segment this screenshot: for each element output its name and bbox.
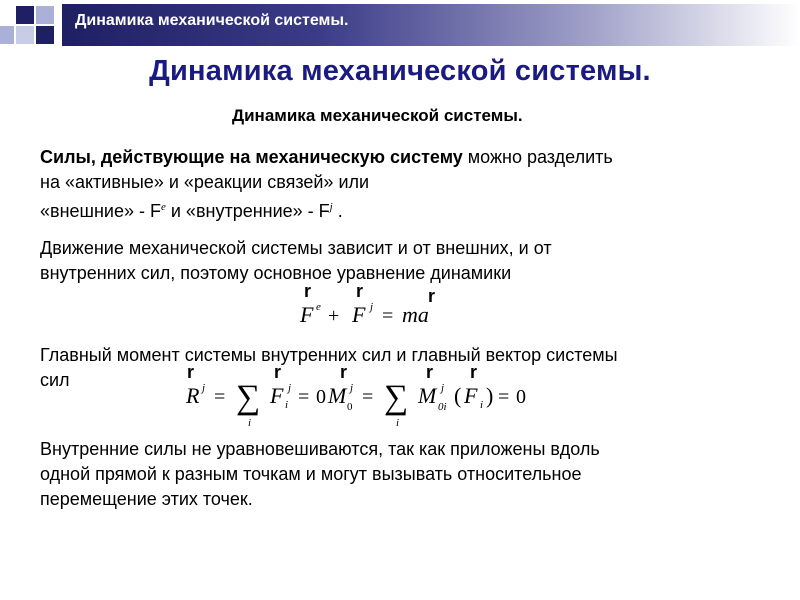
eq2-m2: M: [418, 383, 437, 408]
eq2-f: F: [270, 383, 284, 408]
vec-arrow-f1: r: [304, 282, 312, 301]
para1-ext: «внешние» - F: [40, 201, 161, 221]
para1-bold: Силы, действующие на механическую систему: [40, 147, 463, 167]
eq1-plus: +: [328, 305, 340, 327]
vec-arrow-fi: r: [274, 366, 282, 382]
eq2-eq3: =: [362, 386, 374, 408]
eq2-eq4: =: [498, 386, 510, 408]
para4-line2: одной прямой к разным точкам и могут вызывать относительное: [40, 464, 582, 484]
eq2-r-sup: j: [202, 382, 206, 394]
para1-line2: на «активные» и «реакции связей» или: [40, 172, 370, 192]
eq2-sum2: ∑: [384, 379, 409, 416]
eq2-sum1-i: i: [248, 417, 252, 429]
paragraph-internal: [40, 437, 770, 512]
eq2-m-sub: 0: [347, 401, 353, 413]
decor-square-1: [16, 6, 34, 24]
para2-line2: внутренних сил, поэтому основное уравнение динамики: [40, 263, 512, 283]
para4-line3: перемещение этих точек.: [40, 489, 253, 509]
vec-arrow-r: r: [187, 366, 195, 382]
para2-line1: Движение механической системы зависит и от внешних, и от: [40, 238, 552, 258]
para3-line1: Главный момент системы внутренних сил и главный вектор системы: [40, 345, 618, 365]
para3-line2: сил: [40, 370, 70, 390]
paragraph-forces: [40, 145, 770, 224]
subtitle: Динамика механической системы.: [232, 106, 523, 125]
eq2-zero1: 0: [316, 386, 326, 408]
para1-line3: [40, 195, 770, 224]
eq1-f: F: [300, 302, 314, 327]
vec-arrow-f2: r: [356, 282, 364, 301]
paragraph-motion: [40, 236, 770, 286]
eq2-m: M: [328, 383, 347, 408]
eq2-lparen: (: [454, 383, 462, 408]
decor-square-2: [36, 6, 54, 24]
eq2-m2-sup: j: [441, 382, 445, 394]
eq2-m-sup: j: [350, 382, 354, 394]
para1-rest1: можно разделить: [462, 147, 613, 167]
main-title: Динамика механической системы.: [149, 55, 651, 87]
vec-arrow-m2: r: [426, 366, 434, 382]
eq2-sum2-i: i: [396, 417, 400, 429]
eq2-m2-sub: 0i: [438, 401, 447, 413]
eq2-sum1: ∑: [236, 379, 261, 416]
eq1-sup-e: e: [316, 301, 321, 313]
eq1-f2: F: [352, 302, 366, 327]
eq1-eq: =: [382, 305, 394, 327]
eq1-sup-j: j: [370, 301, 374, 313]
equation-internal-forces: [180, 366, 560, 430]
ext-sup: e: [160, 201, 166, 213]
eq2-f2: F: [464, 383, 478, 408]
eq2-r: R: [186, 383, 200, 408]
para1-mid: и «внутренние» - F: [165, 201, 330, 221]
vec-arrow-a: r: [428, 286, 436, 306]
vec-arrow-m: r: [340, 366, 348, 382]
eq2-rparen: ): [486, 383, 494, 408]
eq1-ma: ma: [402, 302, 429, 327]
para4-line1: Внутренние силы не уравновешиваются, так как приложены вдоль: [40, 439, 600, 459]
eq2-f-sub: i: [285, 399, 289, 411]
decor-square-4: [16, 26, 34, 44]
decor-square-5: [36, 26, 54, 44]
para1-end: .: [332, 201, 343, 221]
eq2-zero2: 0: [516, 386, 526, 408]
header-title: Динамика механической системы.: [75, 12, 349, 29]
vec-arrow-fi2: r: [470, 366, 478, 382]
int-sup: j: [329, 201, 333, 213]
eq2-f-sup: j: [288, 382, 292, 394]
eq2-f2-sub: i: [480, 399, 484, 411]
decor-square-3: [0, 26, 14, 44]
equation-newton: [290, 282, 460, 328]
para1-line1: [40, 145, 770, 170]
eq2-eq2: =: [298, 386, 310, 408]
eq2-eq1: =: [214, 386, 226, 408]
